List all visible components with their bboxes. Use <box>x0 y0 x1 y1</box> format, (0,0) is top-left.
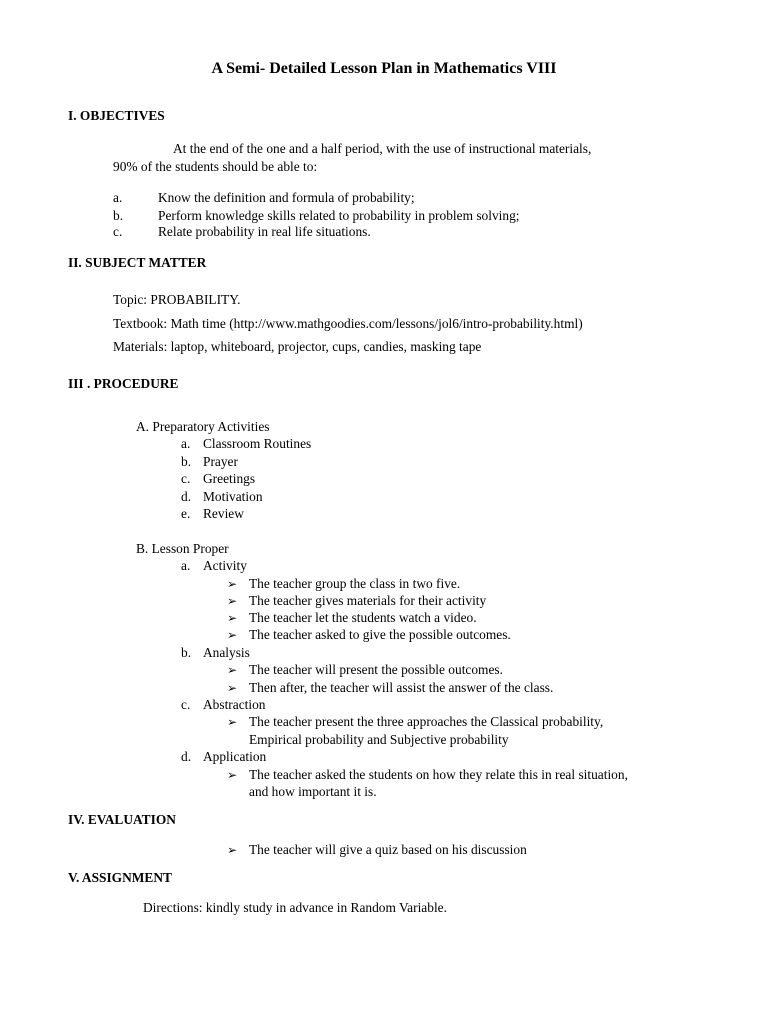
prep-marker: b. <box>181 454 192 469</box>
prep-marker: e. <box>181 506 191 521</box>
arrow-bullet-icon: ➢ <box>227 768 238 782</box>
activity-marker: a. <box>181 558 191 573</box>
page-title: A Semi- Detailed Lesson Plan in Mathematics VIII <box>211 60 557 77</box>
activity-bullet: The teacher let the students watch a video. <box>249 610 477 625</box>
preparatory-activities-label: A. Preparatory Activities <box>136 419 270 434</box>
lesson-proper-label: B. Lesson Proper <box>136 541 229 556</box>
objective-marker: a. <box>113 190 123 205</box>
objective-item: Know the definition and formula of probability; <box>158 190 415 205</box>
evaluation-heading: IV. EVALUATION <box>68 812 176 827</box>
objective-item: Relate probability in real life situations. <box>158 224 371 239</box>
prep-item: Classroom Routines <box>203 436 312 451</box>
arrow-bullet-icon: ➢ <box>227 611 238 625</box>
objective-marker: c. <box>113 224 123 239</box>
arrow-bullet-icon: ➢ <box>227 577 238 591</box>
assignment-heading: V. ASSIGNMENT <box>68 870 172 885</box>
materials-line: Materials: laptop, whiteboard, projector, cups, candies, masking tape <box>113 339 482 354</box>
analysis-bullet: The teacher will present the possible outcomes. <box>249 662 503 677</box>
prep-item: Greetings <box>203 471 256 486</box>
objectives-heading: I. OBJECTIVES <box>68 108 165 123</box>
analysis-bullet: Then after, the teacher will assist the answer of the class. <box>249 680 554 695</box>
arrow-bullet-icon: ➢ <box>227 843 238 857</box>
arrow-bullet-icon: ➢ <box>227 663 238 677</box>
objectives-intro-line1: At the end of the one and a half period, with the use of instructional materials, <box>173 141 592 156</box>
objectives-intro-line2: 90% of the students should be able to: <box>113 159 318 174</box>
abstraction-label: Abstraction <box>203 697 266 712</box>
abstraction-bullet-line2: Empirical probability and Subjective probability <box>249 732 509 747</box>
activity-bullet: The teacher gives materials for their activity <box>249 593 487 608</box>
application-bullet-line1: The teacher asked the students on how they relate this in real situation, <box>249 767 628 782</box>
arrow-bullet-icon: ➢ <box>227 594 238 608</box>
arrow-bullet-icon: ➢ <box>227 681 238 695</box>
arrow-bullet-icon: ➢ <box>227 715 238 729</box>
arrow-bullet-icon: ➢ <box>227 628 238 642</box>
application-marker: d. <box>181 749 192 764</box>
objective-marker: b. <box>113 208 124 223</box>
objective-item: Perform knowledge skills related to probability in problem solving; <box>158 208 520 223</box>
topic-line: Topic: PROBABILITY. <box>113 292 241 307</box>
analysis-marker: b. <box>181 645 192 660</box>
application-bullet-line2: and how important it is. <box>249 784 377 799</box>
application-label: Application <box>203 749 267 764</box>
analysis-label: Analysis <box>203 645 250 660</box>
textbook-line: Textbook: Math time (http://www.mathgoodies.com/lessons/jol6/intro-probability.html) <box>113 316 583 331</box>
prep-marker: c. <box>181 471 191 486</box>
evaluation-bullet: The teacher will give a quiz based on his discussion <box>249 842 527 857</box>
prep-marker: a. <box>181 436 191 451</box>
abstraction-marker: c. <box>181 697 191 712</box>
subject-matter-heading: II. SUBJECT MATTER <box>68 255 207 270</box>
activity-bullet: The teacher asked to give the possible outcomes. <box>249 627 511 642</box>
assignment-directions: Directions: kindly study in advance in Random Variable. <box>143 900 447 915</box>
prep-item: Review <box>203 506 244 521</box>
abstraction-bullet-line1: The teacher present the three approaches the Classical probability, <box>249 714 604 729</box>
prep-item: Prayer <box>203 454 238 469</box>
activity-label: Activity <box>203 558 247 573</box>
prep-item: Motivation <box>203 489 263 504</box>
procedure-heading: III . PROCEDURE <box>68 376 179 391</box>
prep-marker: d. <box>181 489 192 504</box>
activity-bullet: The teacher group the class in two five. <box>249 576 461 591</box>
